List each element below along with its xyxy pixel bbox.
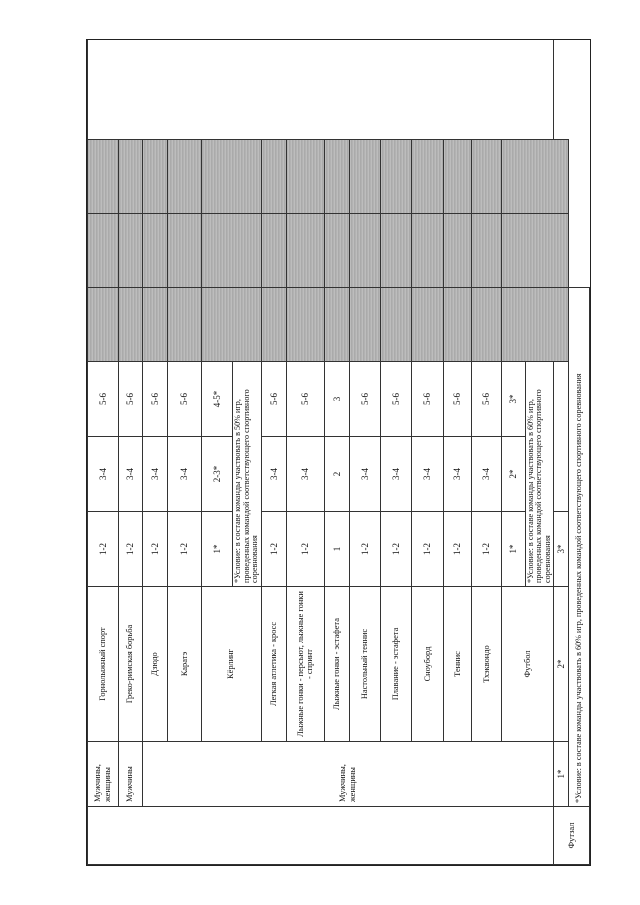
sport-name: Футбол	[501, 587, 553, 742]
table-row	[324, 40, 349, 865]
place-range: 1-2	[142, 512, 167, 587]
place-range: 1-2	[261, 512, 286, 587]
shaded-cell	[501, 140, 568, 214]
place-range: 5-6	[286, 362, 324, 437]
table-row	[568, 40, 589, 865]
sport-name: Каратэ	[168, 587, 202, 742]
sport-name: Плавание - эстафета	[380, 587, 412, 742]
condition-note: *Условие: в составе команды участвовать в 50% игр, проведенных командой соответствующего спортивного соревнования	[233, 362, 261, 587]
group-label-men-women: Мужчины, женщины	[88, 742, 119, 807]
shaded-cell	[286, 214, 324, 288]
shaded-cell	[201, 140, 261, 214]
shaded-cell	[443, 214, 471, 288]
sport-name: Легкая атлетика - кросс	[261, 587, 286, 742]
shaded-cell	[142, 214, 167, 288]
shaded-cell	[324, 288, 349, 362]
sport-name: Дзюдо	[142, 587, 167, 742]
sport-name: Теннис	[443, 587, 471, 742]
shaded-cell	[142, 288, 167, 362]
shaded-cell	[472, 140, 501, 214]
place-range: 3-4	[472, 437, 501, 512]
shaded-cell	[88, 288, 119, 362]
shaded-cell	[168, 288, 202, 362]
shaded-cell	[118, 288, 142, 362]
shaded-cell	[349, 214, 380, 288]
place-range: 1-2	[118, 512, 142, 587]
place-range: 1-2	[443, 512, 471, 587]
shaded-cell	[443, 140, 471, 214]
shaded-cell	[412, 288, 444, 362]
shaded-cell	[412, 214, 444, 288]
shaded-cell	[324, 140, 349, 214]
place-range: 1-2	[168, 512, 202, 587]
shaded-cell	[261, 214, 286, 288]
place-range: 3-4	[88, 437, 119, 512]
shaded-cell	[380, 214, 412, 288]
place-range: 5-6	[472, 362, 501, 437]
shaded-cell	[261, 288, 286, 362]
place-range: 3-4	[349, 437, 380, 512]
condition-note: *Условие: в составе команды участвовать в 60% игр, проведенных командой соответствующего спортивного соревнования	[525, 362, 553, 587]
place-range: 5-6	[118, 362, 142, 437]
condition-note: *Условие: в составе команды участвовать в 60% игр, проведенных командой соответствующего спортивного соревнования	[568, 288, 589, 807]
sport-name: Настольный теннис	[349, 587, 380, 742]
sport-name: Лыжные гонки - эстафета	[324, 587, 349, 742]
shaded-cell	[412, 140, 444, 214]
shaded-cell	[380, 288, 412, 362]
sports-ranking-table	[86, 39, 591, 866]
shaded-cell	[118, 140, 142, 214]
place-range: 3	[324, 362, 349, 437]
table-row	[472, 40, 501, 865]
shaded-cell	[501, 288, 568, 362]
table-row	[412, 40, 444, 865]
place-range: 1-2	[380, 512, 412, 587]
table-row	[168, 40, 202, 865]
sport-name: Кёрлинг	[201, 587, 261, 742]
place-range: 3-4	[380, 437, 412, 512]
sport-name: Тхэквондо	[472, 587, 501, 742]
place-range: 2*	[501, 437, 525, 512]
table-row	[261, 40, 286, 865]
table-row	[501, 40, 525, 865]
table-row	[201, 40, 233, 865]
place-range: 5-6	[142, 362, 167, 437]
shaded-cell	[501, 214, 568, 288]
shaded-cell	[142, 140, 167, 214]
empty-left-column	[88, 807, 554, 865]
place-range: 1*	[501, 512, 525, 587]
shaded-cell	[443, 288, 471, 362]
place-range: 3-4	[261, 437, 286, 512]
place-range: 5-6	[88, 362, 119, 437]
sport-name: Сноуборд	[412, 587, 444, 742]
shaded-cell	[168, 214, 202, 288]
place-range: 3*	[554, 512, 569, 587]
place-range: 5-6	[380, 362, 412, 437]
shaded-cell	[380, 140, 412, 214]
place-range: 1	[324, 512, 349, 587]
place-range: 5-6	[443, 362, 471, 437]
place-range: 1-2	[88, 512, 119, 587]
place-range: 1*	[201, 512, 233, 587]
place-range: 3-4	[443, 437, 471, 512]
shaded-cell	[349, 140, 380, 214]
shaded-cell	[349, 288, 380, 362]
place-range: 3-4	[286, 437, 324, 512]
shaded-cell	[472, 288, 501, 362]
place-range: 5-6	[349, 362, 380, 437]
shaded-cell	[261, 140, 286, 214]
place-range: 4-5*	[201, 362, 233, 437]
place-range: 3-4	[168, 437, 202, 512]
place-range: 2	[324, 437, 349, 512]
place-range: 5-6	[412, 362, 444, 437]
shaded-cell	[168, 140, 202, 214]
empty-right-column	[88, 40, 554, 140]
table-row	[88, 40, 119, 865]
shaded-cell	[88, 140, 119, 214]
group-label-men-women: Мужчины, женщины	[142, 742, 553, 807]
group-label-men: Мужчины	[118, 742, 142, 807]
place-range: 5-6	[261, 362, 286, 437]
table-row	[443, 40, 471, 865]
sport-name: Лыжные гонки - персьют, лыжные гонки - спринт	[286, 587, 324, 742]
shaded-cell	[324, 214, 349, 288]
shaded-cell	[472, 214, 501, 288]
place-range: 2-3*	[201, 437, 233, 512]
table-row	[380, 40, 412, 865]
shaded-cell	[286, 140, 324, 214]
table-row	[286, 40, 324, 865]
place-range: 1-2	[349, 512, 380, 587]
table-row	[349, 40, 380, 865]
place-range: 5-6	[168, 362, 202, 437]
shaded-cell	[201, 288, 261, 362]
shaded-cell	[201, 214, 261, 288]
table-row	[118, 40, 142, 865]
table-row	[142, 40, 167, 865]
place-range: 1-2	[472, 512, 501, 587]
place-range: 3-4	[142, 437, 167, 512]
place-range: 1*	[554, 742, 569, 807]
place-range: 3-4	[118, 437, 142, 512]
place-range: 3*	[501, 362, 525, 437]
place-range: 2*	[554, 587, 569, 742]
place-range: 3-4	[412, 437, 444, 512]
sport-name: Горнолыжный спорт	[88, 587, 119, 742]
shaded-cell	[118, 214, 142, 288]
shaded-cell	[88, 214, 119, 288]
place-range: 1-2	[412, 512, 444, 587]
sport-name: Греко-римская борьба	[118, 587, 142, 742]
sport-name: Футзал	[554, 807, 590, 865]
place-range: 1-2	[286, 512, 324, 587]
shaded-cell	[286, 288, 324, 362]
